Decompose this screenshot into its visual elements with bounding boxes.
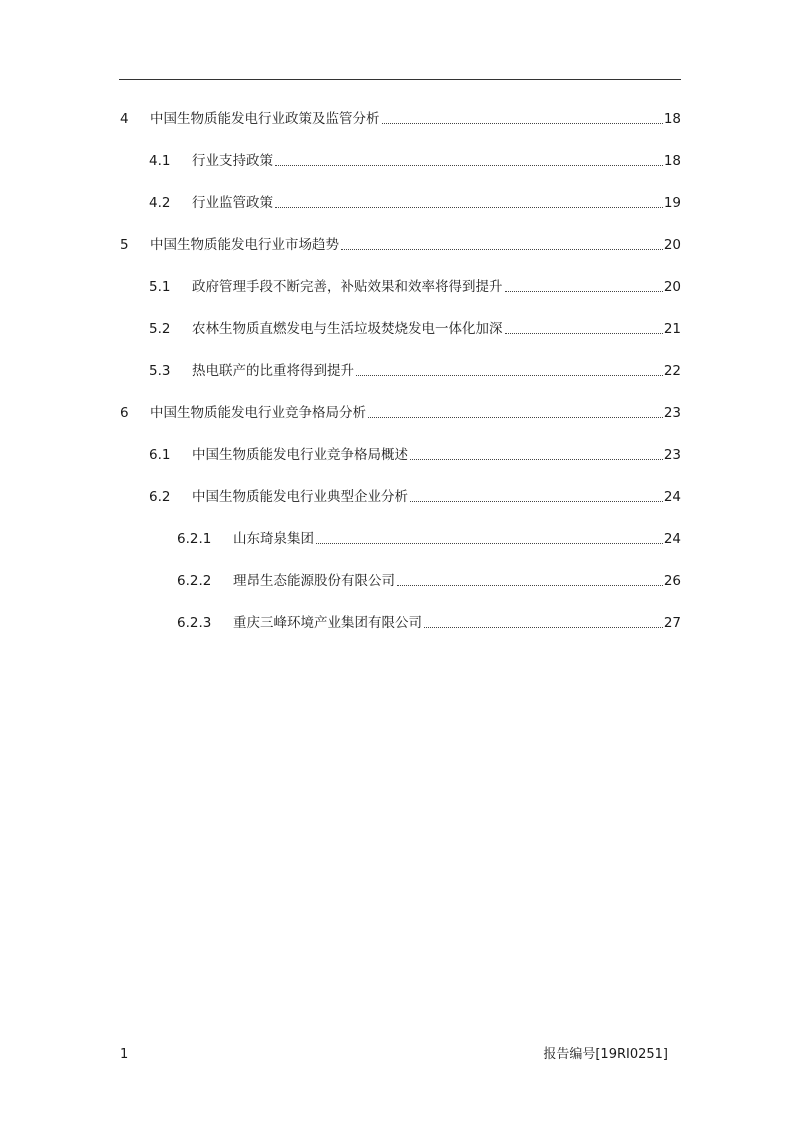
toc-entry-5-2[interactable] [149,318,681,338]
toc-leader [341,249,663,250]
toc-number: 5.1 [149,279,171,295]
toc-number: 4 [120,111,129,127]
toc-title: 热电联产的比重将得到提升 [192,363,354,379]
toc-page-number: 23 [663,405,681,421]
toc-entry-4-2[interactable] [149,192,681,212]
toc-leader [410,501,663,502]
toc-page-number: 24 [663,489,681,505]
toc-title: 行业监管政策 [192,195,273,211]
toc-page-number: 20 [663,279,681,295]
toc-leader [382,123,663,124]
toc-leader [410,459,663,460]
toc-title: 中国生物质能发电行业竞争格局概述 [192,447,408,463]
toc-page-number: 24 [663,531,681,547]
toc-entry-5[interactable] [120,234,681,254]
toc-title: 行业支持政策 [192,153,273,169]
toc-page-number: 23 [663,447,681,463]
toc-leader [368,417,663,418]
toc-number: 6.1 [149,447,171,463]
toc-title: 中国生物质能发电行业政策及监管分析 [150,111,380,127]
toc-number: 5 [120,237,129,253]
toc-title: 山东琦泉集团 [233,531,314,547]
toc-number: 5.3 [149,363,171,379]
toc-leader [505,333,663,334]
toc-leader [275,207,663,208]
header-rule [119,79,681,80]
toc-number: 5.2 [149,321,171,337]
toc-entry-6[interactable] [120,402,681,422]
toc-entry-5-1[interactable] [149,276,681,296]
toc-title: 重庆三峰环境产业集团有限公司 [233,615,422,631]
toc-number: 4.2 [149,195,171,211]
toc-leader [397,585,663,586]
toc-title: 政府管理手段不断完善，补贴效果和效率将得到提升 [192,279,503,295]
toc-leader [316,543,663,544]
toc-page-number: 21 [663,321,681,337]
toc-leader [424,627,663,628]
toc-number: 6 [120,405,129,421]
toc-entry-6-2-1[interactable] [177,528,681,548]
footer-page-number: 1 [120,1047,129,1062]
toc-number: 6.2 [149,489,171,505]
toc-title: 中国生物质能发电行业竞争格局分析 [150,405,366,421]
toc-page-number: 20 [663,237,681,253]
toc-title: 中国生物质能发电行业典型企业分析 [192,489,408,505]
footer-report-id: 报告编号[19RI0251] [543,1047,668,1062]
toc-page-number: 27 [663,615,681,631]
toc-title: 中国生物质能发电行业市场趋势 [150,237,339,253]
toc-number: 6.2.2 [177,573,212,589]
toc-entry-6-2[interactable] [149,486,681,506]
toc-page-number: 19 [663,195,681,211]
toc-entry-6-1[interactable] [149,444,681,464]
toc-number: 4.1 [149,153,171,169]
toc-entry-4[interactable] [120,108,681,128]
toc-title: 农林生物质直燃发电与生活垃圾焚烧发电一体化加深 [192,321,503,337]
toc-title: 理昂生态能源股份有限公司 [233,573,395,589]
toc-entry-6-2-2[interactable] [177,570,681,590]
toc-leader [356,375,663,376]
toc-leader [505,291,663,292]
toc-page-number: 18 [663,111,681,127]
toc-number: 6.2.1 [177,531,212,547]
toc-leader [275,165,663,166]
toc-entry-5-3[interactable] [149,360,681,380]
toc-entry-6-2-3[interactable] [177,612,681,632]
toc-page-number: 18 [663,153,681,169]
toc-page-number: 22 [663,363,681,379]
toc-number: 6.2.3 [177,615,212,631]
toc-entry-4-1[interactable] [149,150,681,170]
toc-page-number: 26 [663,573,681,589]
